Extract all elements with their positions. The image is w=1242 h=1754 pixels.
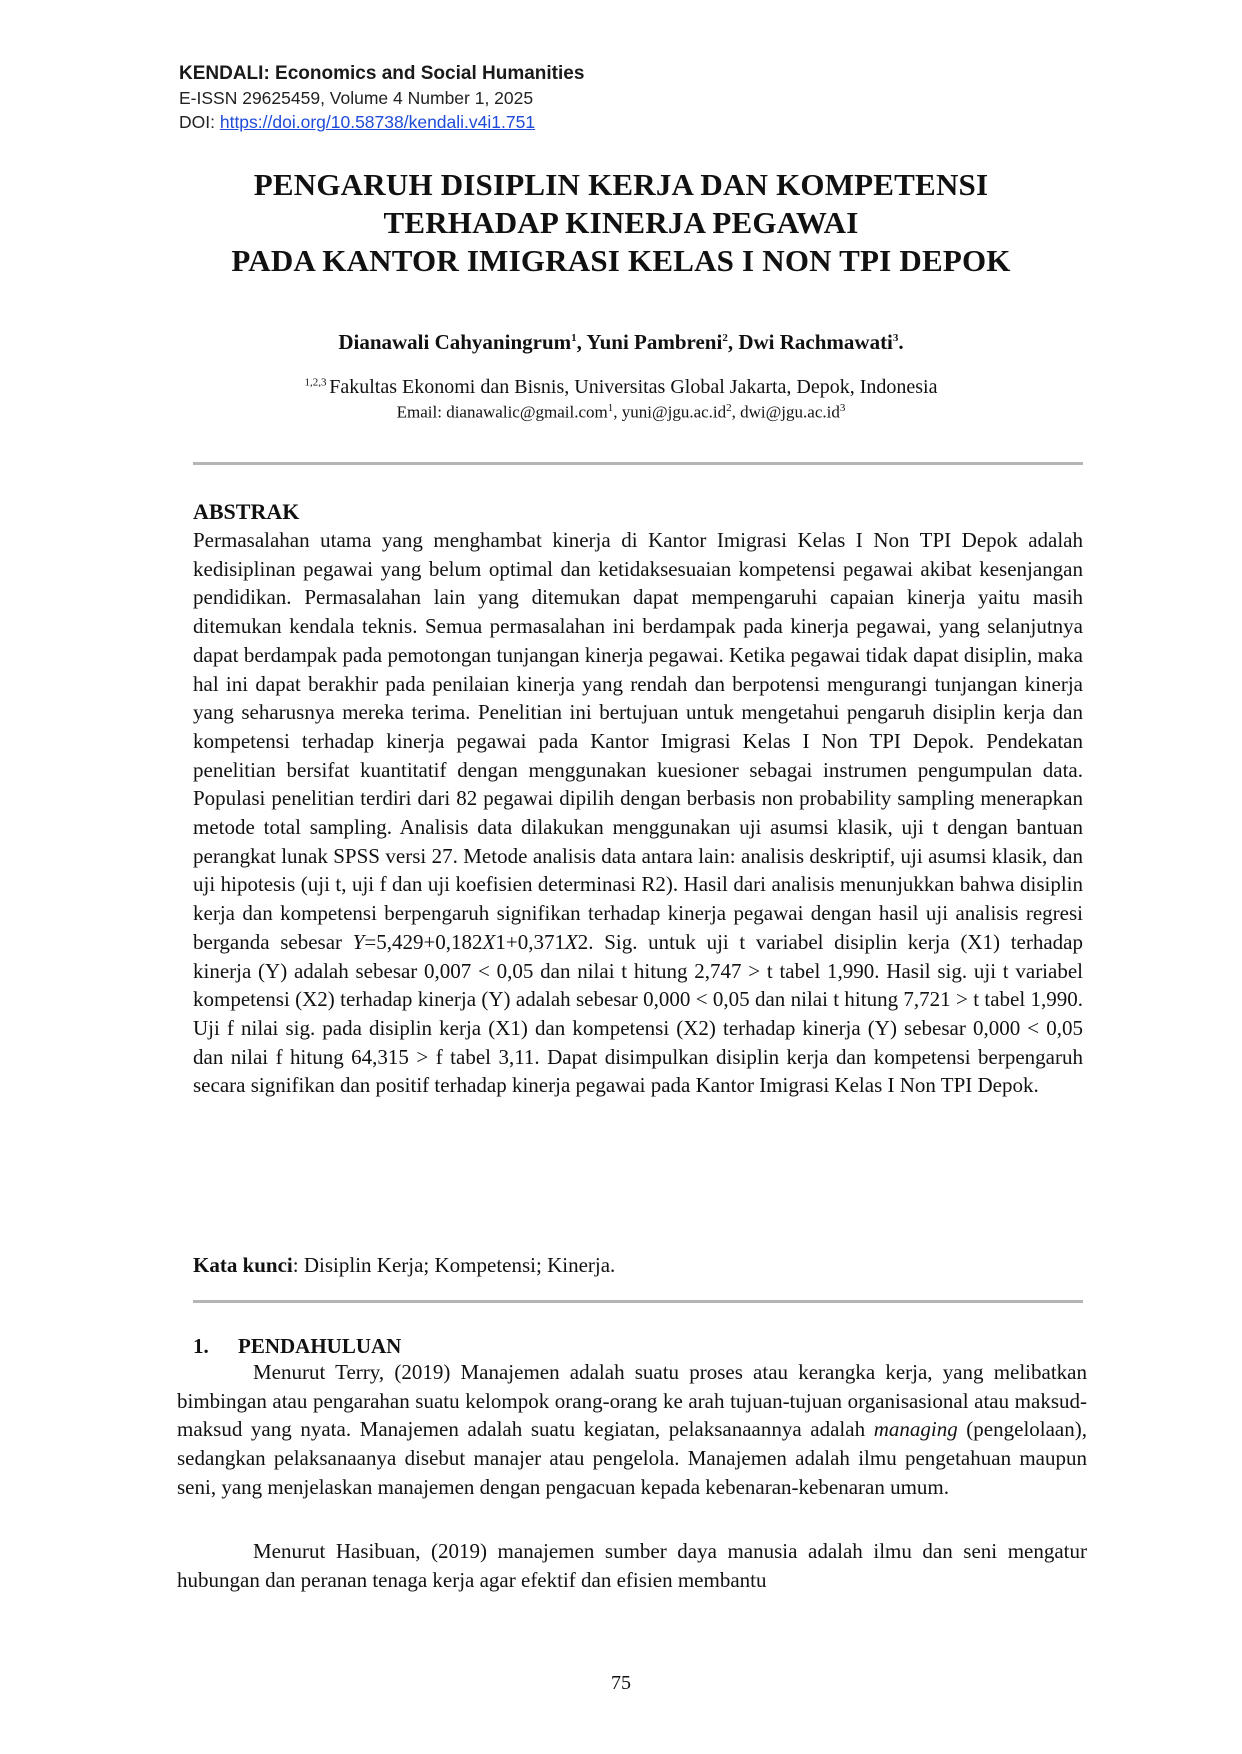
paragraph-italic: managing xyxy=(873,1417,958,1442)
section-title: PENDAHULUAN xyxy=(238,1334,402,1358)
author-sup: 2 xyxy=(722,332,728,344)
journal-header xyxy=(179,62,584,134)
page-number: 75 xyxy=(611,1672,631,1694)
email-line: Email: dianawalic@gmail.com$^1$, $yuni@jgu.ac.id^2$, $dwi@jgu.ac.id^3$ xyxy=(396,402,846,422)
section-number: 1. xyxy=(193,1334,209,1358)
paragraph: Menurut Hasibuan, (2019) manajemen sumber daya manusia adalah ilmu dan seni mengatur hubungan dan peranan tenaga kerja agar efektif dan efisien membantu xyxy=(177,1539,1087,1592)
email-address: dwi@jgu.ac.id xyxy=(740,402,840,422)
paragraph xyxy=(177,1358,1087,1502)
keywords xyxy=(193,1253,615,1278)
email-address: yuni@jgu.ac.id xyxy=(621,402,727,422)
divider-bottom xyxy=(193,1300,1083,1303)
title-line-1: PENGARUH DISIPLIN KERJA DAN KOMPETENSI xyxy=(253,167,989,202)
paper-title xyxy=(150,166,1092,280)
title-line-3: PADA KANTOR IMIGRASI KELAS I NON TPI DEPOK xyxy=(231,243,1011,278)
journal-doi xyxy=(179,110,584,134)
keywords-label: Kata kunci xyxy=(193,1253,293,1277)
email-sup: 1 xyxy=(607,402,614,414)
journal-name: KENDALI: Economics and Social Humanities xyxy=(179,63,585,84)
affiliation-sup: 1,2,3 xyxy=(304,376,330,389)
paragraph-text: Menurut Terry, (2019) Manajemen adalah suatu proses atau kerangka kerja, yang melibatkan bimbingan atau pengarahan suatu kelompok orang-orang ke arah tujuan-tujuan organisasional atau maksud-maksud yang nyata. Manajemen adalah suatu kegiatan, pelaksanaannya adalah xyxy=(177,1360,1087,1442)
email-address: dianawalic@gmail.com xyxy=(446,402,608,422)
eq-y: Y xyxy=(352,929,365,954)
journal-issn: E-ISSN 29625459, Volume 4 Number 1, 2025 xyxy=(179,88,534,108)
keywords-text: : Disiplin Kerja; Kompetensi; Kinerja. xyxy=(292,1253,616,1277)
author-list: Dianawali Cahyaningrum$^1$, Yuni Pambreni$^2$, Dwi Rachmawati$^3$. xyxy=(338,330,904,354)
author-sup: 1 xyxy=(571,332,577,344)
doi-link[interactable]: https://doi.org/10.58738/kendali.v4i1.751 xyxy=(219,112,536,132)
affiliation-text: Fakultas Ekonomi dan Bisnis, Universitas Global Jakarta, Depok, Indonesia xyxy=(329,376,938,398)
email-sup: 3 xyxy=(839,402,846,414)
abstract-body xyxy=(193,526,1083,1100)
email-sup: 2 xyxy=(726,402,732,414)
eq-text: 1+0,371 xyxy=(495,929,565,954)
eq-text: =5,429+0,182 xyxy=(364,929,483,954)
author-name: Dianawali Cahyaningrum xyxy=(338,330,572,354)
email-label: Email: xyxy=(396,402,447,422)
title-line-2: TERHADAP KINERJA PEGAWAI xyxy=(383,205,859,240)
divider-top xyxy=(193,462,1083,465)
author-name: Yuni Pambreni xyxy=(586,330,723,354)
doi-label: DOI: xyxy=(179,112,220,132)
abstract-heading: ABSTRAK xyxy=(193,499,300,524)
abstract-text: 2. Sig. untuk uji t variabel disiplin kerja (X1) terhadap kinerja (Y) adalah sebesar 0,007 < 0,05 dan nilai t hitung 2,747 > t tabel 1,990. Hasil sig. uji t variabel kompetensi (X2) terhadap kinerja (Y) adalah sebesar 0,000 < 0,05 dan nilai t hitung 7,721 > t tabel 1,990. Uji f nilai sig. pada disiplin kerja (X1) dan kompetensi (X2) terhadap kinerja (Y) sebesar 0,000 < 0,05 dan nilai f hitung 64,315 > f tabel 3,11. Dapat disimpulkan disiplin kerja dan kompetensi berpengaruh secara signifikan dan positif terhadap kinerja pegawai pada Kantor Imigrasi Kelas I Non TPI Depok. xyxy=(193,929,1083,1098)
paragraph-text: (pengelolaan), sedangkan pelaksanaanya disebut manajer atau pengelola. Manajemen adalah ilmu pengetahuan maupun seni, yang menjelaskan manajemen dengan pengacuan kepada kebenaran-kebenaran umum. xyxy=(177,1417,1087,1499)
affiliation xyxy=(150,376,1092,399)
author-sup: 3 xyxy=(892,332,899,344)
eq-x: X xyxy=(482,929,496,954)
section-heading xyxy=(193,1334,401,1359)
eq-x: X xyxy=(564,929,578,954)
author-name: Dwi Rachmawati xyxy=(738,330,893,354)
abstract-text: Permasalahan utama yang menghambat kinerja di Kantor Imigrasi Kelas I Non TPI Depok adalah kedisiplinan pegawai yang belum optimal dan ketidaksesuaian kompetensi pegawai akibat kesenjangan pendidikan. Permasalahan lain yang ditemukan dapat mempengaruhi capaian kinerja yaitu masih ditemukan kendala teknis. Semua permasalahan ini berdampak pada kinerja pegawai, yang selanjutnya dapat berdampak pada pemotongan tunjangan kinerja pegawai. Ketika pegawai tidak dapat disiplin, maka hal ini dapat berakhir pada penilaian kinerja yang rendah dan berpotensi mengurangi tunjangan kinerja yang seharusnya mereka terima. Penelitian ini bertujuan untuk mengetahui pengaruh disiplin kerja dan kompetensi terhadap kinerja pegawai pada Kantor Imigrasi Kelas I Non TPI Depok. Pendekatan penelitian bersifat kuantitatif dengan menggunakan kuesioner sebagai instrumen pengumpulan data. Populasi penelitian terdiri dari 82 pegawai dipilih dengan berbasis non probability sampling menerapkan metode total sampling. Analisis data dilakukan menggunakan uji asumsi klasik, uji t dengan bantuan perangkat lunak SPSS versi 27. Metode analisis data antara lain: analisis deskriptif, uji asumsi klasik, dan uji hipotesis (uji t, uji f dan uji koefisien determinasi R2). Hasil dari analisis menunjukkan bahwa disiplin kerja dan kompetensi berpengaruh signifikan terhadap kinerja pegawai dengan hasil uji analisis regresi berganda sebesar xyxy=(193,528,1083,954)
